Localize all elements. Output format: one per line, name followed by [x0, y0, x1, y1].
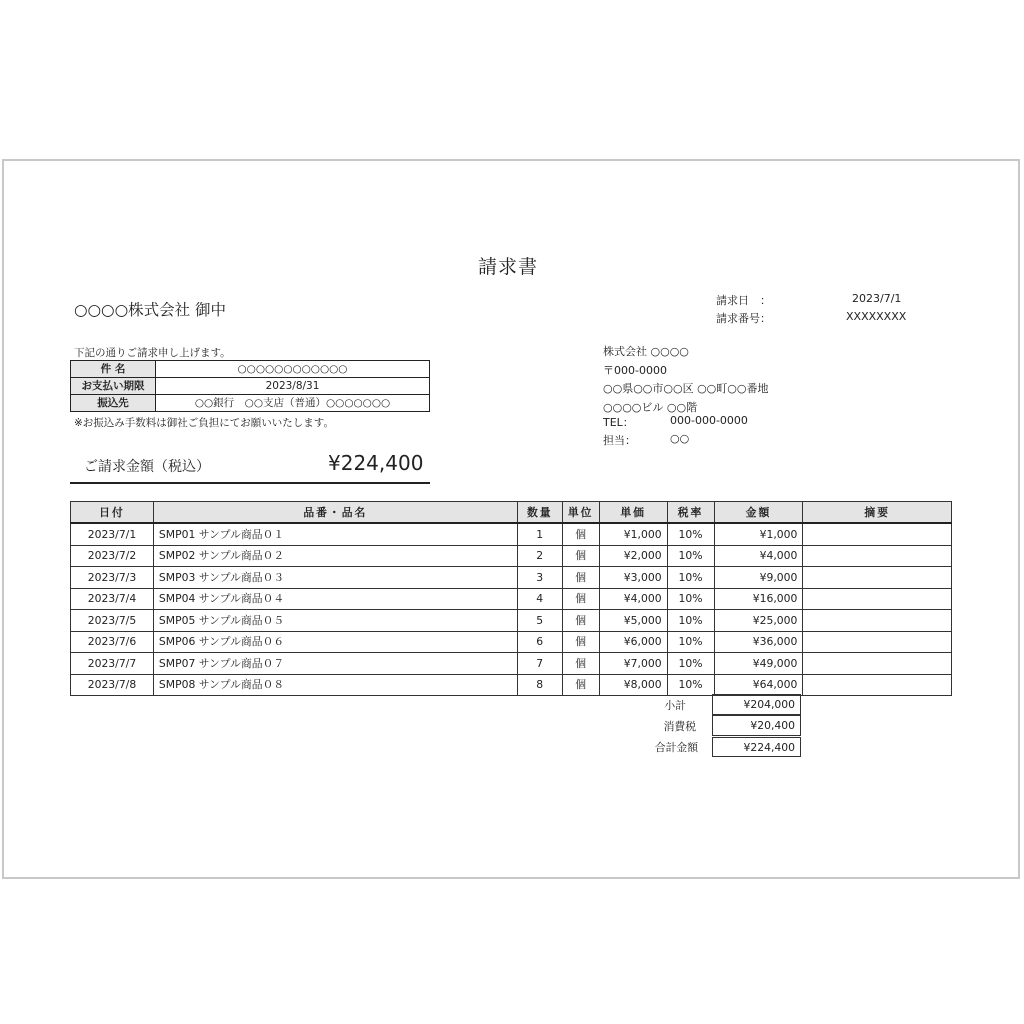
cell-price: ¥5,000: [599, 610, 667, 632]
cell-price: ¥1,000: [599, 523, 667, 545]
subtotal-label: 小計: [664, 699, 686, 712]
cell-unit: 個: [562, 567, 599, 589]
cell-remarks: [803, 588, 952, 610]
cell-amount: ¥49,000: [714, 653, 803, 675]
cell-tax-rate: 10%: [667, 588, 714, 610]
header-tax-rate: 税率: [667, 502, 714, 524]
cell-item: SMP02 サンプル商品０２: [153, 545, 517, 567]
table-row: [71, 631, 952, 653]
cell-tax-rate: 10%: [667, 610, 714, 632]
cell-amount: ¥9,000: [714, 567, 803, 589]
invoice-number: XXXXXXXX: [846, 310, 907, 323]
cell-item: SMP07 サンプル商品０７: [153, 653, 517, 675]
invoice-date-label: 請求日 ：: [716, 294, 771, 307]
cell-qty: 6: [517, 631, 562, 653]
cell-unit: 個: [562, 653, 599, 675]
issuer-tel-label: TEL：: [603, 416, 634, 429]
issuer-postal: 〒000-0000: [603, 364, 667, 377]
cell-qty: 7: [517, 653, 562, 675]
tax-label: 消費税: [663, 720, 696, 733]
line-items-header: [71, 502, 952, 524]
bank-value: ○○銀行 ○○支店（普通）○○○○○○○: [156, 395, 430, 412]
client-name: ○○○○株式会社 御中: [74, 301, 227, 319]
header-date: 日付: [71, 502, 154, 524]
info-row-bank: [71, 395, 430, 412]
fee-note: ※お振込み手数料は御社ご負担にてお願いいたします。: [74, 417, 334, 429]
due-value: 2023/8/31: [156, 378, 430, 395]
cell-remarks: [803, 567, 952, 589]
cell-item: SMP06 サンプル商品０６: [153, 631, 517, 653]
total-amount-value: ¥224,400: [328, 451, 424, 475]
header-qty: 数量: [517, 502, 562, 524]
cell-date: 2023/7/2: [71, 545, 154, 567]
bank-label: 振込先: [71, 395, 156, 412]
cell-tax-rate: 10%: [667, 567, 714, 589]
info-row-subject: [71, 361, 430, 378]
total-amount-label: ご請求金額（税込）: [84, 459, 210, 475]
cell-unit: 個: [562, 523, 599, 545]
cell-amount: ¥36,000: [714, 631, 803, 653]
cell-amount: ¥4,000: [714, 545, 803, 567]
header-item: 品番・品名: [153, 502, 517, 524]
cell-remarks: [803, 523, 952, 545]
cell-remarks: [803, 610, 952, 632]
info-row-due: [71, 378, 430, 395]
intro-text: 下記の通りご請求申し上げます。: [74, 347, 231, 359]
cell-qty: 8: [517, 674, 562, 696]
cell-price: ¥3,000: [599, 567, 667, 589]
due-label: お支払い期限: [71, 378, 156, 395]
cell-tax-rate: 10%: [667, 653, 714, 675]
issuer-tel: 000-000-0000: [670, 414, 748, 427]
tax-value: ¥20,400: [712, 715, 801, 736]
invoice-number-label: 請求番号：: [716, 312, 771, 325]
cell-price: ¥2,000: [599, 545, 667, 567]
table-row: [71, 545, 952, 567]
table-row: [71, 674, 952, 696]
cell-item: SMP04 サンプル商品０４: [153, 588, 517, 610]
table-row: [71, 610, 952, 632]
cell-price: ¥8,000: [599, 674, 667, 696]
cell-price: ¥4,000: [599, 588, 667, 610]
issuer-person-label: 担当：: [603, 434, 636, 447]
cell-item: SMP03 サンプル商品０３: [153, 567, 517, 589]
issuer-address: ○○県○○市○○区 ○○町○○番地: [603, 382, 769, 395]
cell-price: ¥6,000: [599, 631, 667, 653]
cell-amount: ¥1,000: [714, 523, 803, 545]
payment-info-table: [70, 360, 430, 412]
subtotal-value: ¥204,000: [712, 694, 801, 715]
subject-label: 件 名: [71, 361, 156, 378]
cell-date: 2023/7/4: [71, 588, 154, 610]
cell-unit: 個: [562, 631, 599, 653]
document-title: 請求書: [478, 256, 539, 278]
cell-date: 2023/7/5: [71, 610, 154, 632]
grand-total-label: 合計金額: [654, 741, 698, 754]
cell-item: SMP01 サンプル商品０１: [153, 523, 517, 545]
table-row: [71, 523, 952, 545]
cell-remarks: [803, 653, 952, 675]
issuer-building: ○○○○ビル ○○階: [603, 401, 698, 414]
cell-unit: 個: [562, 545, 599, 567]
issuer-company: 株式会社 ○○○○: [603, 345, 689, 358]
total-underline: [70, 482, 430, 484]
cell-tax-rate: 10%: [667, 631, 714, 653]
cell-date: 2023/7/1: [71, 523, 154, 545]
cell-date: 2023/7/8: [71, 674, 154, 696]
table-row: [71, 653, 952, 675]
cell-price: ¥7,000: [599, 653, 667, 675]
cell-unit: 個: [562, 674, 599, 696]
grand-total-value: ¥224,400: [712, 737, 801, 758]
cell-amount: ¥16,000: [714, 588, 803, 610]
cell-item: SMP08 サンプル商品０８: [153, 674, 517, 696]
cell-unit: 個: [562, 588, 599, 610]
cell-qty: 5: [517, 610, 562, 632]
cell-tax-rate: 10%: [667, 523, 714, 545]
table-row: [71, 567, 952, 589]
invoice-date: 2023/7/1: [852, 292, 902, 305]
cell-remarks: [803, 545, 952, 567]
line-items-body: [71, 523, 952, 696]
cell-qty: 4: [517, 588, 562, 610]
cell-amount: ¥25,000: [714, 610, 803, 632]
cell-date: 2023/7/6: [71, 631, 154, 653]
subject-value: ○○○○○○○○○○○○: [156, 361, 430, 378]
header-remarks: 摘要: [803, 502, 952, 524]
cell-unit: 個: [562, 610, 599, 632]
header-unit: 単位: [562, 502, 599, 524]
cell-remarks: [803, 631, 952, 653]
cell-item: SMP05 サンプル商品０５: [153, 610, 517, 632]
issuer-person: ○○: [670, 432, 690, 445]
cell-date: 2023/7/7: [71, 653, 154, 675]
header-price: 単価: [599, 502, 667, 524]
header-amount: 金額: [714, 502, 803, 524]
cell-qty: 3: [517, 567, 562, 589]
cell-tax-rate: 10%: [667, 674, 714, 696]
cell-date: 2023/7/3: [71, 567, 154, 589]
cell-qty: 2: [517, 545, 562, 567]
cell-remarks: [803, 674, 952, 696]
cell-amount: ¥64,000: [714, 674, 803, 696]
line-items-table: [70, 501, 952, 696]
cell-qty: 1: [517, 523, 562, 545]
table-row: [71, 588, 952, 610]
cell-tax-rate: 10%: [667, 545, 714, 567]
